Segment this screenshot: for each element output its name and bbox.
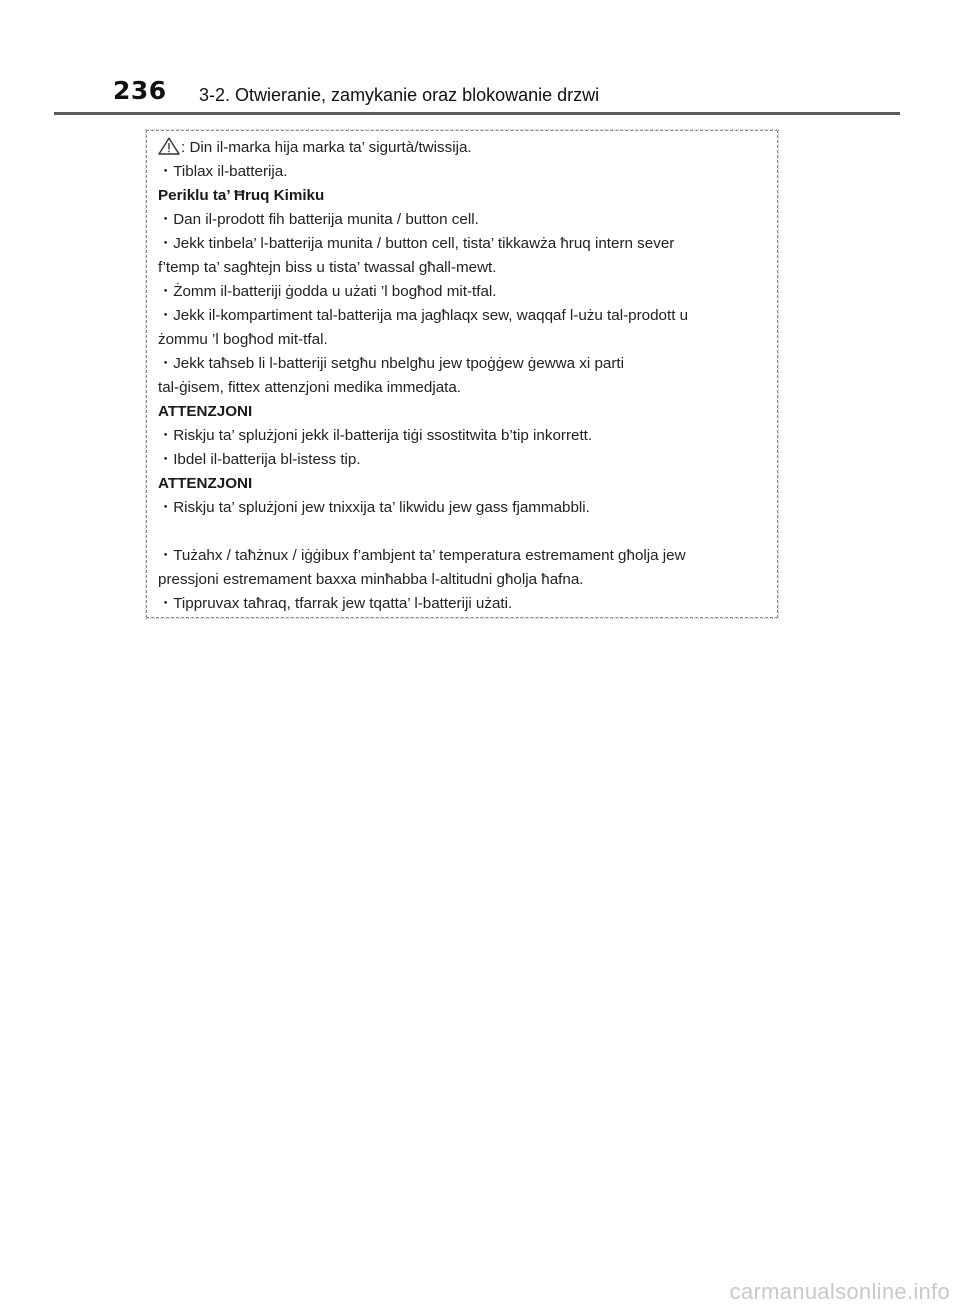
bullet-line: ・Tippruvax taħraq, tfarrak jew tqatta’ l-batteriji użati. (158, 595, 513, 612)
bullet-line: ・Jekk il-kompartiment tal-batterija ma jagħlaqx sew, waqqaf l-użu tal-prodott u (158, 307, 689, 324)
warning-symbol-text: : Din il-marka hija marka ta’ sigurtà/twissija. (181, 139, 472, 156)
section-title: 3-2. Otwieranie, zamykanie oraz blokowanie drzwi (199, 85, 600, 105)
bullet-line: ・Riskju ta’ splużjoni jew tnixxija ta’ likwidu jew gass fjammabbli. (158, 499, 590, 516)
footer-watermark: carmanualsonline.info (729, 1279, 950, 1304)
header-divider (54, 112, 900, 115)
page-number: 236 (113, 76, 167, 105)
bullet-line: ・Tużahx / taħżnux / iġġibux f’ambjent ta’ temperatura estremament għolja jew (158, 547, 686, 564)
warning-text-block (158, 136, 769, 616)
heading-attention: ATTENZJONI (158, 403, 253, 420)
bullet-line: ・Riskju ta’ splużjoni jekk il-batterija tiġi ssostitwita b’tip inkorrett. (158, 427, 593, 444)
warning-triangle-icon (158, 137, 180, 155)
warning-symbol-line (158, 136, 769, 160)
page-header (0, 0, 960, 116)
battery-warning-box (146, 130, 778, 618)
continuation-line: żommu ’l bogħod mit-tfal. (158, 331, 328, 348)
continuation-line: tal-ġisem, fittex attenzjoni medika immedjata. (158, 379, 462, 396)
bullet-line: ・Jekk taħseb li l-batteriji setgħu nbelgħu jew tpoġġew ġewwa xi parti (158, 355, 624, 372)
bullet-line: ・Tiblax il-batterija. (158, 163, 288, 180)
bullet-line: ・Dan il-prodott fih batterija munita / button cell. (158, 211, 479, 228)
heading-attention: ATTENZJONI (158, 475, 253, 492)
continuation-line: f’temp ta’ sagħtejn biss u tista’ twassal għall-mewt. (158, 259, 497, 276)
bullet-line: ・Ibdel il-batterija bl-istess tip. (158, 451, 361, 468)
spacer (158, 520, 769, 544)
continuation-line: pressjoni estremament baxxa minħabba l-altitudni għolja ħafna. (158, 571, 584, 588)
heading-chemical-burn: Periklu ta’ Ħruq Kimiku (158, 187, 325, 204)
bullet-line: ・Żomm il-batteriji ġodda u użati ’l bogħod mit-tfal. (158, 283, 497, 300)
bullet-line: ・Jekk tinbela’ l-batterija munita / button cell, tista’ tikkawża ħruq intern sever (158, 235, 675, 252)
